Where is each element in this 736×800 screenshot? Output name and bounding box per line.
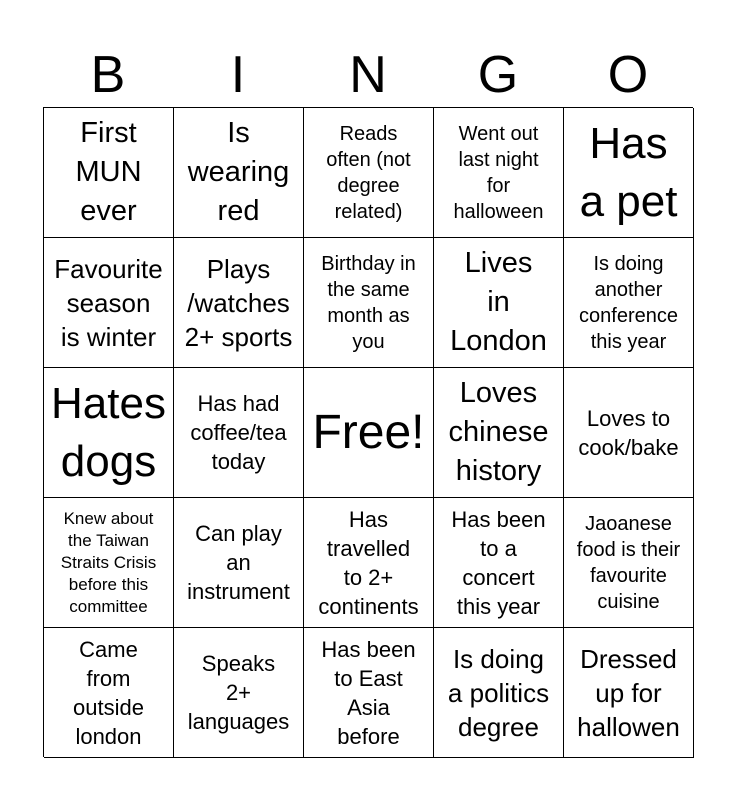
bingo-cell[interactable] [434, 368, 564, 498]
bingo-cell[interactable] [304, 238, 434, 368]
bingo-cell-text: Has travelled to 2+ continents [318, 506, 419, 619]
bingo-cell-text: Is doing a politics degree [447, 643, 550, 742]
bingo-cell[interactable] [174, 108, 304, 238]
bingo-cell-free[interactable] [304, 368, 434, 498]
bingo-cell-text: Dressed up for hallowen [577, 643, 680, 742]
bingo-cell[interactable] [174, 628, 304, 758]
bingo-cell[interactable] [434, 238, 564, 368]
bingo-cell[interactable] [564, 628, 694, 758]
bingo-cell-text: Went out last night for halloween [453, 122, 544, 223]
bingo-cell[interactable] [44, 108, 174, 238]
bingo-cell-text: Knew about the Taiwan Straits Crisis before this committee [60, 508, 157, 616]
bingo-cell-text: Can play an instrument [187, 521, 290, 604]
bingo-cell[interactable] [434, 108, 564, 238]
bingo-cell[interactable] [44, 238, 174, 368]
bingo-cell[interactable] [564, 108, 694, 238]
bingo-cell[interactable] [44, 498, 174, 628]
bingo-header [43, 44, 693, 106]
bingo-cell-text: Hates dogs [51, 378, 166, 486]
header-letter-g: G [477, 46, 519, 104]
bingo-cell[interactable] [564, 238, 694, 368]
bingo-cell[interactable] [304, 108, 434, 238]
bingo-cell[interactable] [564, 498, 694, 628]
bingo-cell[interactable] [304, 498, 434, 628]
bingo-cell-text: Lives in London [450, 247, 547, 357]
header-letter-b: B [90, 46, 126, 104]
bingo-cell-text: Loves to cook/bake [578, 405, 679, 460]
bingo-cell[interactable] [174, 238, 304, 368]
bingo-cell-text: Has been to East Asia before [321, 636, 416, 749]
header-letter-n: N [349, 46, 387, 104]
bingo-cell-text: Has had coffee/tea today [190, 391, 287, 474]
bingo-cell[interactable] [304, 628, 434, 758]
header-letter-o: O [607, 46, 649, 104]
bingo-cell-text: Has a pet [579, 118, 678, 226]
bingo-cell[interactable] [44, 628, 174, 758]
bingo-cell-text: Has been to a concert this year [451, 506, 546, 619]
bingo-cell[interactable] [174, 368, 304, 498]
bingo-cell-text: Loves chinese history [448, 377, 549, 487]
bingo-cell-text: Birthday in the same month as you [321, 252, 416, 353]
bingo-cell-text: Is wearing red [187, 117, 290, 227]
bingo-cell[interactable] [44, 368, 174, 498]
bingo-cell-text: Jaoanese food is their favourite cuisine [576, 512, 681, 613]
bingo-cell-text: Free! [312, 405, 425, 459]
bingo-cell-text: Came from outside london [73, 636, 144, 749]
bingo-cell-text: First MUN ever [75, 117, 142, 227]
bingo-card-grid [43, 107, 693, 757]
bingo-cell-text: Speaks 2+ languages [187, 651, 290, 734]
bingo-cell-text: Is doing another conference this year [579, 252, 678, 353]
bingo-cell[interactable] [564, 368, 694, 498]
bingo-cell-text: Favourite season is winter [54, 253, 163, 352]
bingo-cell[interactable] [174, 498, 304, 628]
bingo-cell[interactable] [434, 628, 564, 758]
bingo-cell-text: Plays /watches 2+ sports [184, 253, 293, 352]
bingo-cell-text: Reads often (not degree related) [326, 122, 411, 223]
header-letter-i: I [230, 46, 246, 104]
bingo-cell[interactable] [434, 498, 564, 628]
